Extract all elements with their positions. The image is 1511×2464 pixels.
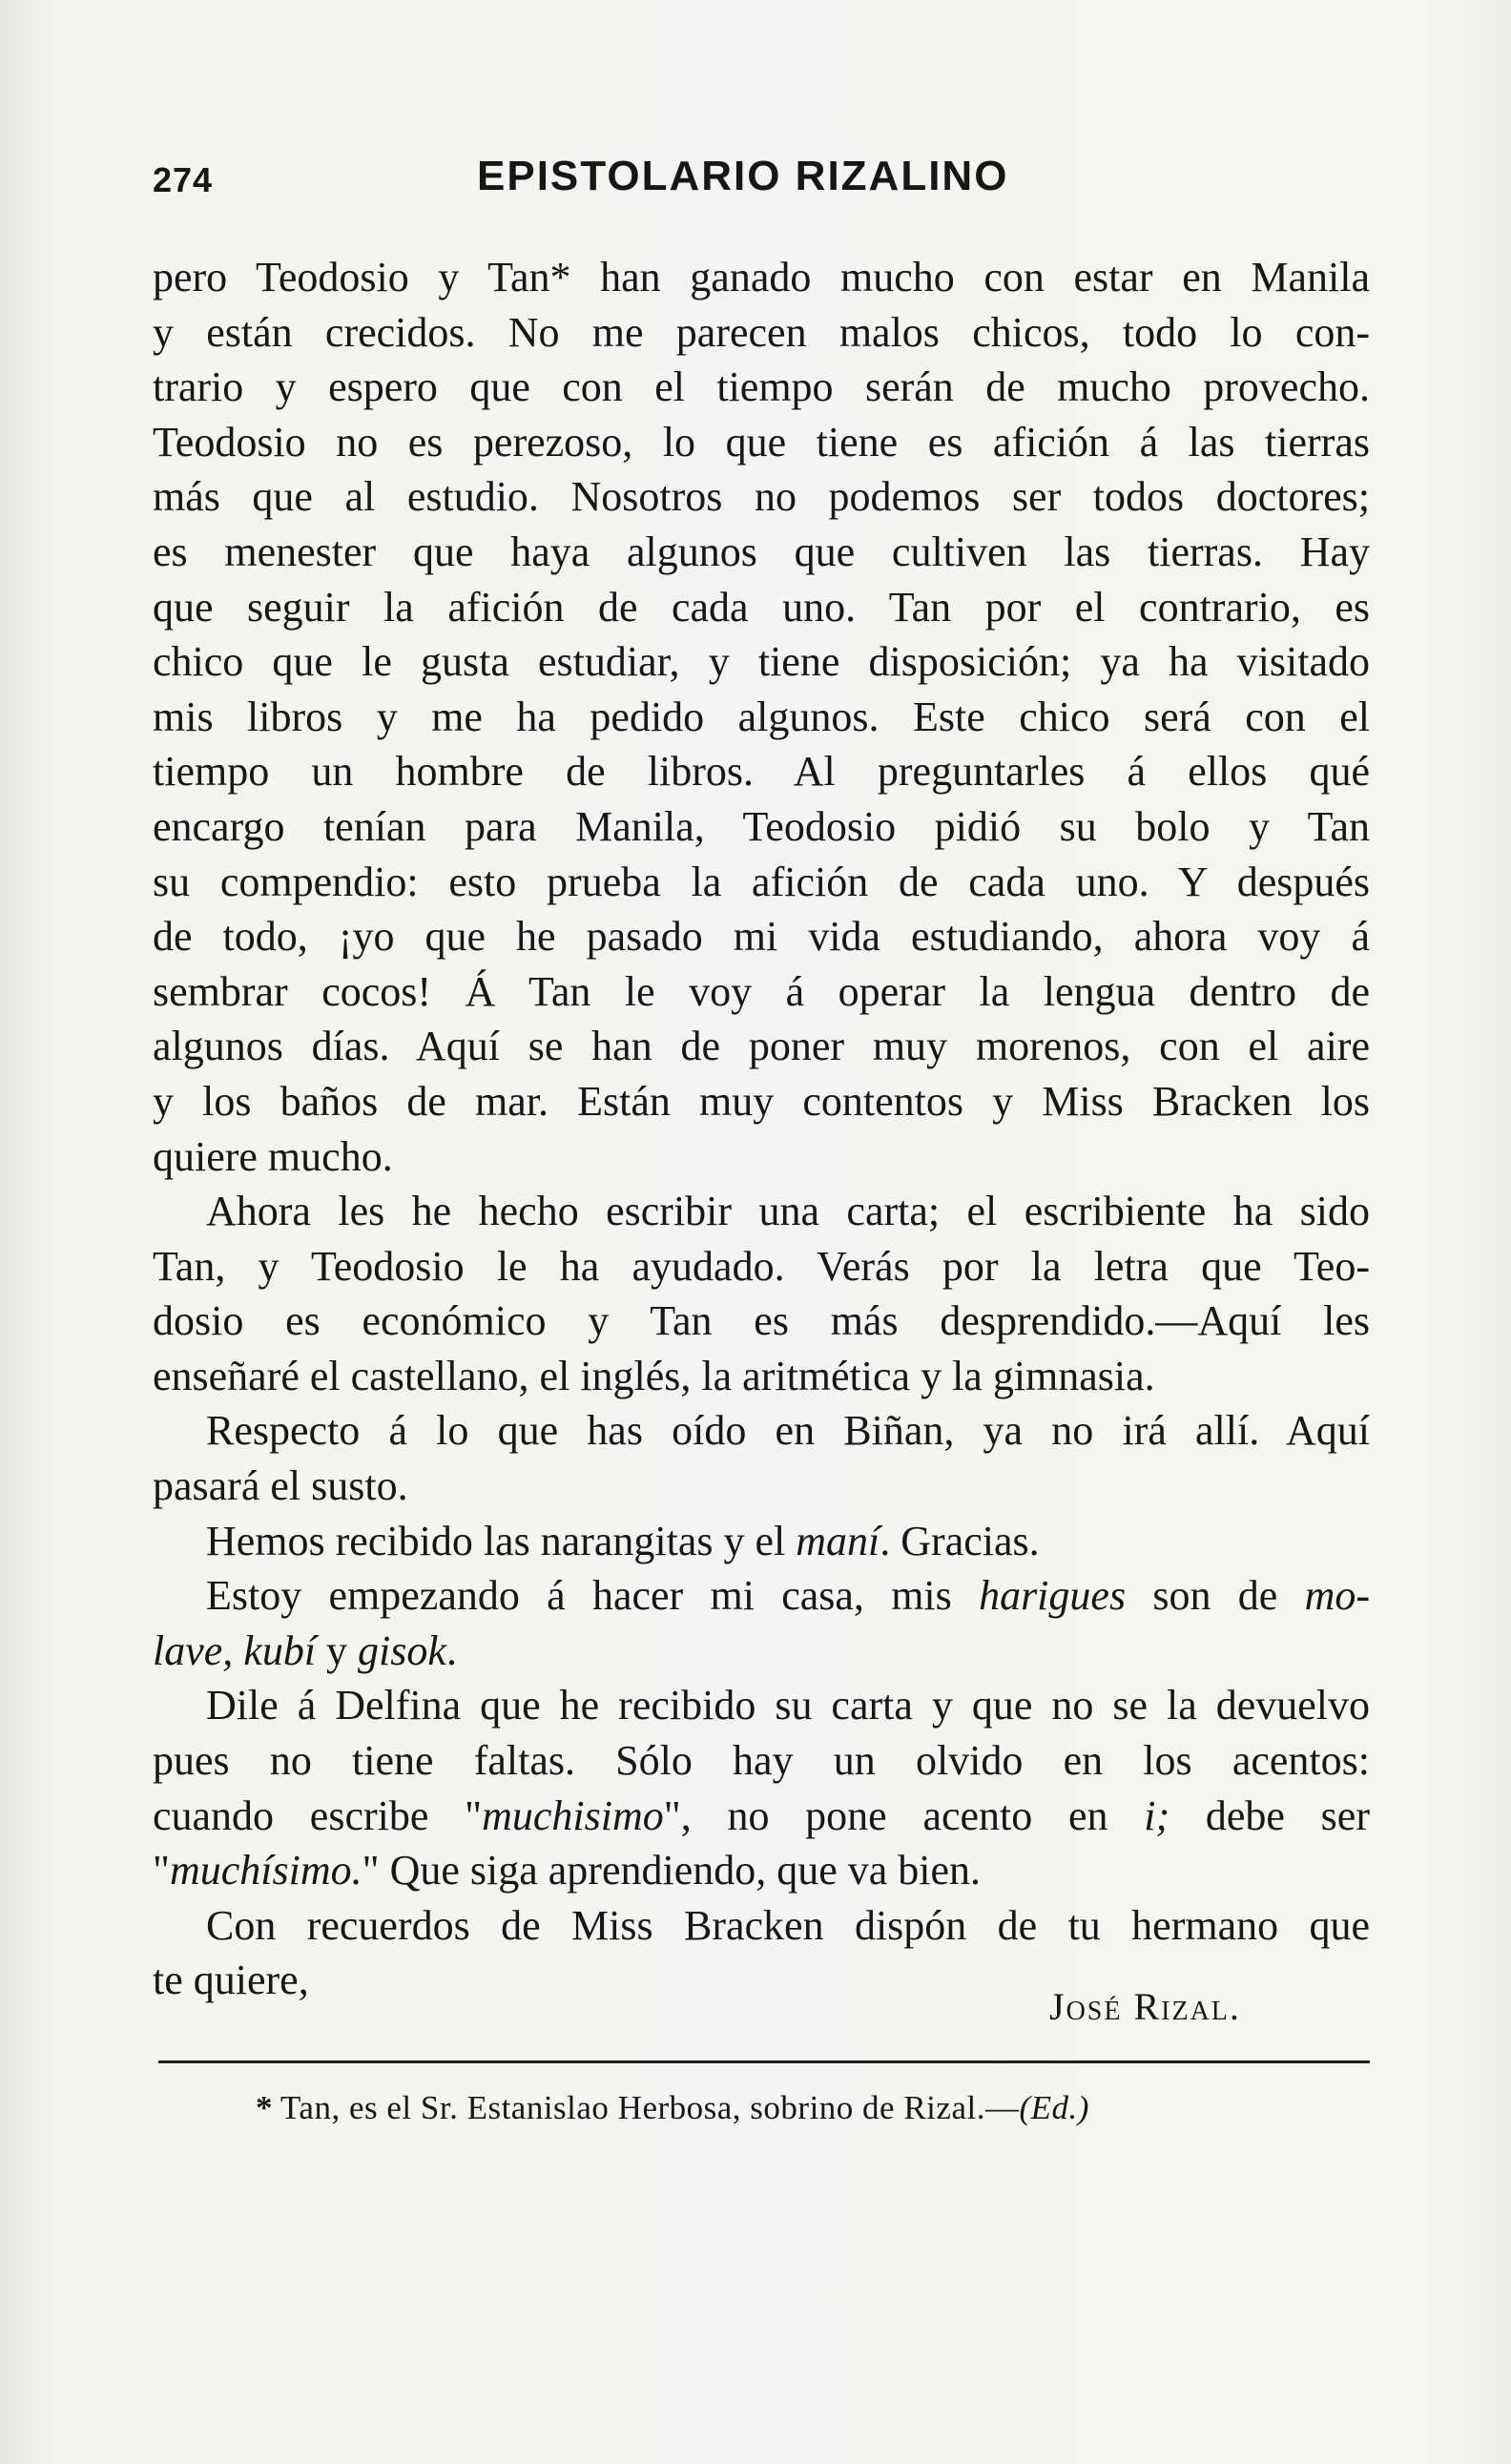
text-run: Hemos recibido las narangitas y el <box>206 1517 797 1564</box>
text-line: Tan, y Teodosio le ha ayudado. Verás por la letra que Teo- <box>153 1242 1370 1290</box>
text-line: encargo tenían para Manila, Teodosio pidió su bolo y Tan <box>153 802 1370 850</box>
page-header <box>153 153 1374 210</box>
text-line: enseñaré el castellano, el inglés, la aritmética y la gimnasia. <box>153 1352 1155 1399</box>
text-line: mis libros y me ha pedido algunos. Este chico será con el <box>153 693 1370 740</box>
text-line: y los baños de mar. Están muy contentos y Miss Bracken los <box>153 1077 1370 1125</box>
footnote-divider <box>158 2060 1370 2063</box>
page-number: 274 <box>153 160 214 199</box>
footnote-editor-note: (Ed.) <box>1019 2089 1089 2126</box>
text-line <box>153 1514 1370 1569</box>
text-line <box>153 1843 1370 1898</box>
text-line: sembrar cocos! Á Tan le voy á operar la lengua dentro de <box>153 967 1370 1015</box>
text-line: quiere mucho. <box>153 1132 393 1180</box>
text-line: Respecto á lo que has oído en Biñan, ya no irá allí. Aquí <box>206 1407 1370 1455</box>
text-line: dosio es económico y Tan es más desprendido.—Aquí les <box>153 1297 1370 1345</box>
paragraph <box>153 1403 1370 1513</box>
text-run: cuando escribe " <box>153 1791 483 1839</box>
italic-word: muchísimo. <box>169 1847 362 1895</box>
paragraph <box>153 1184 1370 1403</box>
text-line: pero Teodosio y Tan* han ganado mucho con estar en Manila <box>153 254 1370 300</box>
paragraph <box>153 250 1370 1184</box>
paragraph <box>153 1678 1370 1897</box>
text-run: " Que siga aprendiendo, que va bien. <box>362 1847 982 1895</box>
text-line: trario y espero que con el tiempo serán de mucho provecho. <box>153 363 1370 411</box>
footnote-marker: * <box>256 2089 273 2126</box>
text-line: y están crecidos. No me parecen malos chicos, todo lo con- <box>153 308 1370 356</box>
text-line: es menester que haya algunos que cultiven las tierras. Hay <box>153 528 1370 575</box>
text-line <box>153 1624 1370 1679</box>
text-line <box>153 1789 1370 1844</box>
italic-word: muchisimo <box>482 1791 664 1839</box>
text-line: que seguir la afición de cada uno. Tan por el contrario, es <box>153 583 1370 631</box>
text-line: algunos días. Aquí se han de poner muy morenos, con el aire <box>153 1023 1370 1070</box>
text-run: Estoy empezando á hacer mi casa, mis <box>206 1572 980 1620</box>
text-line: Ahora les he hecho escribir una carta; el escribiente ha sido <box>206 1188 1370 1235</box>
text-run: . <box>445 1626 457 1674</box>
text-line: su compendio: esto prueba la afición de cada uno. Y después <box>153 858 1370 905</box>
paragraph <box>153 1514 1370 1569</box>
text-line: Dile á Delfina que he recibido su carta y que no se la devuelvo <box>206 1682 1370 1729</box>
text-line <box>153 1568 1370 1624</box>
running-head: EPISTOLARIO RIZALINO <box>477 153 1009 199</box>
italic-word: gisok <box>358 1626 446 1674</box>
text-run: y <box>316 1626 359 1674</box>
text-run: son de <box>1126 1572 1305 1620</box>
text-run: . Gracias. <box>880 1517 1040 1564</box>
text-run: ", no pone acento en <box>663 1791 1145 1839</box>
italic-word: harigues <box>979 1572 1127 1620</box>
text-line: Teodosio no es perezoso, lo que tiene es afición á las tierras <box>153 418 1370 466</box>
text-line: te quiere, <box>153 1957 309 2004</box>
letter-body <box>153 250 1370 2008</box>
text-line: chico que le gusta estudiar, y tiene disposición; ya ha visitado <box>153 638 1370 686</box>
text-line: tiempo un hombre de libros. Al preguntarles á ellos qué <box>153 748 1370 796</box>
footnote <box>256 2089 1089 2127</box>
text-line: Con recuerdos de Miss Bracken dispón de tu hermano que <box>206 1901 1370 1949</box>
text-run: " <box>153 1847 170 1895</box>
text-line: más que al estudio. Nosotros no podemos ser todos doctores; <box>153 473 1370 521</box>
italic-word: i; <box>1144 1791 1170 1839</box>
signature: José Rizal. <box>1049 1985 1241 2028</box>
italic-word: maní <box>796 1517 880 1564</box>
text-line: pues no tiene faltas. Sólo hay un olvido en los acentos: <box>153 1737 1370 1785</box>
italic-word: mo- <box>1304 1572 1371 1620</box>
italic-word: lave, kubí <box>153 1626 317 1674</box>
text-line: pasará el susto. <box>153 1462 408 1510</box>
paragraph <box>153 1568 1370 1678</box>
text-line: de todo, ¡yo que he pasado mi vida estudiando, ahora voy á <box>153 913 1370 961</box>
text-run: debe ser <box>1169 1791 1370 1839</box>
footnote-text: Tan, es el Sr. Estanislao Herbosa, sobrino de Rizal.— <box>280 2089 1020 2126</box>
